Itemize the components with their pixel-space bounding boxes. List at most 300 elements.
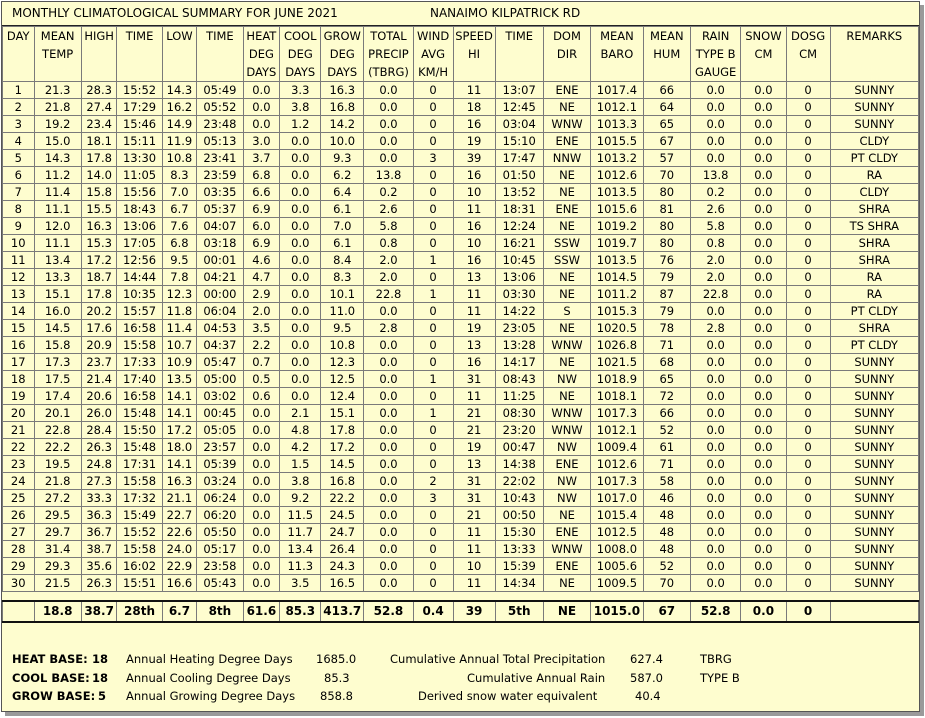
table-cell: 0.0 [364, 439, 413, 456]
table-cell: 03:18 [197, 235, 243, 252]
table-cell: 0 [413, 99, 453, 116]
table-cell: 7.6 [162, 218, 197, 235]
table-cell: 80 [643, 184, 690, 201]
table-cell: 2.8 [690, 320, 740, 337]
table-cell: 0.0 [280, 354, 321, 371]
table-cell: 0 [786, 99, 830, 116]
totals-cell [3, 601, 35, 622]
column-header [117, 27, 162, 82]
table-cell: 21 [453, 507, 495, 524]
table-cell: 11.1 [34, 201, 81, 218]
table-cell: 87 [643, 286, 690, 303]
totals-cell: 413.7 [321, 601, 364, 622]
table-cell: 8.3 [321, 269, 364, 286]
cool-base-value: 18 [92, 671, 109, 685]
table-cell: 0 [413, 320, 453, 337]
table-cell: 00:01 [197, 252, 243, 269]
table-cell: 9.5 [321, 320, 364, 337]
table-cell: 0.0 [741, 439, 786, 456]
table-cell: 0.5 [243, 371, 280, 388]
table-cell: 13:06 [495, 269, 543, 286]
column-header [643, 27, 690, 82]
table-cell: 0.0 [741, 558, 786, 575]
table-cell: 11.0 [321, 303, 364, 320]
table-cell: 04:37 [197, 337, 243, 354]
table-cell: 4.6 [243, 252, 280, 269]
totals-cell: 61.6 [243, 601, 280, 622]
spacer-cell [413, 592, 453, 602]
table-cell: 22:02 [495, 473, 543, 490]
table-cell: 14 [3, 303, 35, 320]
totals-cell: 0 [786, 601, 830, 622]
table-cell: 20.2 [81, 303, 117, 320]
table-row [3, 371, 919, 388]
table-cell: 0.0 [690, 388, 740, 405]
table-cell: 26.0 [81, 405, 117, 422]
table-cell: 1015.6 [591, 201, 644, 218]
table-cell: 06:20 [197, 507, 243, 524]
table-cell: 14.1 [162, 456, 197, 473]
table-cell: 0 [413, 218, 453, 235]
table-cell: 3.5 [280, 575, 321, 592]
totals-cell: 8th [197, 601, 243, 622]
column-header [690, 27, 740, 82]
table-cell: 18 [3, 371, 35, 388]
table-cell: 10.7 [162, 337, 197, 354]
table-cell: 03:30 [495, 286, 543, 303]
table-cell: RA [830, 167, 918, 184]
spacer-cell [321, 592, 364, 602]
spacer-cell [162, 592, 197, 602]
table-cell: 0.0 [243, 456, 280, 473]
table-cell: 14.5 [321, 456, 364, 473]
table-cell: 15:52 [117, 524, 162, 541]
table-cell: 0 [786, 456, 830, 473]
table-cell: 03:35 [197, 184, 243, 201]
table-cell: 0.0 [741, 354, 786, 371]
table-cell: NE [543, 388, 590, 405]
table-cell: 66 [643, 405, 690, 422]
table-cell: 4.8 [280, 422, 321, 439]
table-cell: 0 [786, 541, 830, 558]
table-cell: 11.9 [162, 133, 197, 150]
table-cell: 13:30 [117, 150, 162, 167]
table-cell: 33.3 [81, 490, 117, 507]
table-cell: 1013.3 [591, 116, 644, 133]
table-cell: 1.2 [280, 116, 321, 133]
table-cell: 52 [643, 558, 690, 575]
table-cell: 0.0 [690, 490, 740, 507]
table-row [3, 82, 919, 99]
table-cell: 0.0 [690, 422, 740, 439]
table-cell: 6.8 [243, 167, 280, 184]
table-cell: 0 [786, 167, 830, 184]
table-cell: 1008.0 [591, 541, 644, 558]
table-row [3, 524, 919, 541]
table-cell: 0 [413, 269, 453, 286]
table-cell: 0.0 [741, 201, 786, 218]
table-cell: ENE [543, 456, 590, 473]
table-cell: 2.6 [690, 201, 740, 218]
table-cell: 0.0 [741, 320, 786, 337]
annual-cooling-value: 85.3 [324, 671, 350, 685]
table-cell: 17:47 [495, 150, 543, 167]
table-row [3, 541, 919, 558]
table-cell: 1009.4 [591, 439, 644, 456]
table-cell: 27.3 [81, 473, 117, 490]
table-row [3, 269, 919, 286]
table-cell: 21.5 [34, 575, 81, 592]
table-cell: 05:49 [197, 82, 243, 99]
table-row [3, 388, 919, 405]
table-cell: 16.3 [321, 82, 364, 99]
table-cell: 0.0 [280, 303, 321, 320]
table-cell: 0.0 [243, 116, 280, 133]
table-cell: 0.0 [741, 303, 786, 320]
table-cell: 7.0 [321, 218, 364, 235]
table-cell: 16.3 [81, 218, 117, 235]
totals-cell: 52.8 [364, 601, 413, 622]
table-cell: 0.0 [280, 201, 321, 218]
table-cell: 17.4 [34, 388, 81, 405]
totals-cell: 6.7 [162, 601, 197, 622]
table-cell: 0 [786, 201, 830, 218]
table-cell: 16 [453, 354, 495, 371]
table-cell: CLDY [830, 184, 918, 201]
table-cell: WNW [543, 422, 590, 439]
table-cell: 04:21 [197, 269, 243, 286]
table-cell: 0 [786, 133, 830, 150]
table-cell: 22.2 [34, 439, 81, 456]
table-cell: 31 [453, 473, 495, 490]
table-cell: 23:05 [495, 320, 543, 337]
table-cell: 15.3 [81, 235, 117, 252]
table-cell: SHRA [830, 252, 918, 269]
table-row [3, 558, 919, 575]
table-cell: 21.8 [34, 99, 81, 116]
table-cell: 9.3 [321, 150, 364, 167]
table-cell: 1011.2 [591, 286, 644, 303]
table-cell: 0.0 [741, 473, 786, 490]
table-cell: 3 [413, 490, 453, 507]
table-cell: 22.8 [690, 286, 740, 303]
spacer-cell [786, 592, 830, 602]
table-cell: 9.5 [162, 252, 197, 269]
table-cell: 17:05 [117, 235, 162, 252]
cum-rain-label: Cumulative Annual Rain [467, 671, 606, 685]
spacer-cell [81, 592, 117, 602]
table-cell: 13.8 [690, 167, 740, 184]
table-cell: 1019.7 [591, 235, 644, 252]
table-cell: 0 [786, 320, 830, 337]
table-cell: 2.6 [364, 201, 413, 218]
table-cell: 25 [3, 490, 35, 507]
table-cell: 15:58 [117, 337, 162, 354]
table-cell: 3 [3, 116, 35, 133]
table-cell: 05:13 [197, 133, 243, 150]
table-cell: 17:29 [117, 99, 162, 116]
table-cell: 11.1 [34, 235, 81, 252]
table-cell: 79 [643, 269, 690, 286]
table-cell: NE [543, 507, 590, 524]
table-cell: 28.4 [81, 422, 117, 439]
table-cell: 2.0 [690, 269, 740, 286]
table-cell: 0.0 [741, 99, 786, 116]
table-cell: 0 [413, 303, 453, 320]
table-cell: 17:33 [117, 354, 162, 371]
table-cell: 1020.5 [591, 320, 644, 337]
table-cell: 21 [453, 405, 495, 422]
table-cell: 5.8 [364, 218, 413, 235]
table-cell: 0 [413, 575, 453, 592]
table-cell: 13 [453, 337, 495, 354]
table-row [3, 167, 919, 184]
table-cell: 17.3 [34, 354, 81, 371]
table-cell: 24.3 [321, 558, 364, 575]
table-cell: 3.5 [243, 320, 280, 337]
table-cell: 29.7 [34, 524, 81, 541]
table-cell: 16 [3, 337, 35, 354]
table-cell: 24.8 [81, 456, 117, 473]
table-cell: 0.0 [280, 388, 321, 405]
table-cell: 0 [413, 337, 453, 354]
table-cell: 0.0 [364, 337, 413, 354]
annual-heating-label: Annual Heating Degree Days [126, 652, 293, 666]
table-cell: 13.8 [364, 167, 413, 184]
table-cell: 1005.6 [591, 558, 644, 575]
table-row [3, 303, 919, 320]
table-cell: 12.0 [34, 218, 81, 235]
column-header-text: MEAN HUM [649, 29, 684, 61]
table-cell: 27.4 [81, 99, 117, 116]
table-cell: 20.1 [34, 405, 81, 422]
table-cell: 12:45 [495, 99, 543, 116]
table-cell: 05:47 [197, 354, 243, 371]
table-cell: 16 [453, 218, 495, 235]
table-cell: 05:00 [197, 371, 243, 388]
table-cell: 0 [786, 82, 830, 99]
table-cell: 06:04 [197, 303, 243, 320]
table-cell: 0.0 [741, 388, 786, 405]
table-cell: 1.5 [280, 456, 321, 473]
table-cell: SSW [543, 252, 590, 269]
table-cell: 0.0 [280, 167, 321, 184]
table-cell: 0.0 [364, 422, 413, 439]
table-cell: 3 [413, 150, 453, 167]
table-cell: 1021.5 [591, 354, 644, 371]
table-cell: 0 [786, 422, 830, 439]
table-cell: 1017.3 [591, 405, 644, 422]
table-cell: 8 [3, 201, 35, 218]
table-cell: SUNNY [830, 507, 918, 524]
table-cell: SUNNY [830, 388, 918, 405]
table-cell: 6.7 [162, 201, 197, 218]
table-cell: 04:53 [197, 320, 243, 337]
table-cell: 29 [3, 558, 35, 575]
table-cell: 24.5 [321, 507, 364, 524]
table-cell: 6 [3, 167, 35, 184]
table-cell: 13.3 [34, 269, 81, 286]
table-cell: 1013.5 [591, 252, 644, 269]
table-cell: 11.3 [280, 558, 321, 575]
table-cell: 0.0 [364, 473, 413, 490]
totals-cell: 1015.0 [591, 601, 644, 622]
table-cell: 15:48 [117, 439, 162, 456]
table-cell: 0.0 [741, 252, 786, 269]
cum-rain-value: 587.0 [630, 671, 663, 685]
table-cell: 0.0 [741, 184, 786, 201]
spacer-cell [591, 592, 644, 602]
spacer-cell [830, 592, 918, 602]
table-cell: 31 [453, 490, 495, 507]
table-cell: NE [543, 320, 590, 337]
table-cell: 11 [453, 286, 495, 303]
table-cell: 12:56 [117, 252, 162, 269]
table-cell: 11.4 [34, 184, 81, 201]
table-cell: 13 [3, 286, 35, 303]
table-cell: 11.5 [280, 507, 321, 524]
table-cell: 0.0 [690, 405, 740, 422]
table-cell: 0.0 [741, 575, 786, 592]
table-cell: 0.0 [690, 150, 740, 167]
table-cell: 76 [643, 252, 690, 269]
table-cell: 1017.3 [591, 473, 644, 490]
table-cell: 11 [453, 575, 495, 592]
table-cell: 4.2 [280, 439, 321, 456]
table-cell: 21 [3, 422, 35, 439]
table-cell: 0 [413, 507, 453, 524]
table-cell: 15:39 [495, 558, 543, 575]
table-cell: 17.8 [321, 422, 364, 439]
table-cell: SUNNY [830, 558, 918, 575]
table-cell: 15:49 [117, 507, 162, 524]
table-cell: 0.0 [690, 337, 740, 354]
column-header-text: HIGH [84, 29, 114, 43]
column-header [741, 27, 786, 82]
table-cell: 23:59 [197, 167, 243, 184]
table-cell: 6.8 [162, 235, 197, 252]
table-cell: 19 [453, 133, 495, 150]
table-cell: 22.7 [162, 507, 197, 524]
column-header [34, 27, 81, 82]
table-cell: 16:58 [117, 320, 162, 337]
snow-water-value: 40.4 [635, 689, 661, 703]
table-cell: 17.2 [81, 252, 117, 269]
table-cell: WNW [543, 337, 590, 354]
spacer-cell [34, 592, 81, 602]
table-cell: ENE [543, 82, 590, 99]
table-cell: 0.0 [280, 371, 321, 388]
table-cell: 0 [786, 575, 830, 592]
column-header-text: DOSG CM [790, 29, 826, 61]
table-cell: 17.5 [34, 371, 81, 388]
table-cell: 11 [453, 82, 495, 99]
table-cell: 5.8 [690, 218, 740, 235]
table-row [3, 354, 919, 371]
table-cell: 6.9 [243, 201, 280, 218]
table-cell: 0.0 [364, 371, 413, 388]
table-cell: 05:50 [197, 524, 243, 541]
table-cell: 67 [643, 133, 690, 150]
table-cell: 3.0 [243, 133, 280, 150]
table-cell: 8.4 [321, 252, 364, 269]
table-cell: 29.5 [34, 507, 81, 524]
table-cell: 15:52 [117, 82, 162, 99]
table-cell: 0.0 [690, 303, 740, 320]
table-cell: 30 [3, 575, 35, 592]
table-cell: 29.3 [34, 558, 81, 575]
table-cell: 12.3 [321, 354, 364, 371]
table-cell: SHRA [830, 320, 918, 337]
column-header-text: TIME [505, 29, 534, 43]
table-cell: 16:58 [117, 388, 162, 405]
table-cell: 1012.1 [591, 422, 644, 439]
table-cell: 26.3 [81, 575, 117, 592]
table-cell: WNW [543, 116, 590, 133]
table-cell: 11 [3, 252, 35, 269]
table-cell: S [543, 303, 590, 320]
table-cell: 80 [643, 235, 690, 252]
table-cell: 1015.4 [591, 507, 644, 524]
table-cell: 64 [643, 99, 690, 116]
column-header [413, 27, 453, 82]
table-row [3, 473, 919, 490]
table-cell: 65 [643, 116, 690, 133]
table-cell: 1013.5 [591, 184, 644, 201]
table-cell: 9.2 [280, 490, 321, 507]
table-cell: 10 [453, 558, 495, 575]
table-cell: 14.9 [162, 116, 197, 133]
table-cell: 0 [786, 150, 830, 167]
table-cell: SUNNY [830, 405, 918, 422]
table-cell: 0.0 [243, 99, 280, 116]
table-cell: SUNNY [830, 116, 918, 133]
table-cell: 0.6 [243, 388, 280, 405]
table-cell: 16 [453, 252, 495, 269]
heat-base-value: 18 [92, 652, 109, 666]
table-cell: 10.8 [162, 150, 197, 167]
table-cell: 00:00 [197, 286, 243, 303]
column-header [830, 27, 918, 82]
table-cell: 0.0 [243, 473, 280, 490]
column-header [197, 27, 243, 82]
table-cell: 0.0 [741, 507, 786, 524]
table-cell: 23:48 [197, 116, 243, 133]
column-header-text: DAY [6, 29, 30, 43]
totals-cell: 38.7 [81, 601, 117, 622]
table-cell: 1009.5 [591, 575, 644, 592]
table-row [3, 320, 919, 337]
table-cell: 0 [786, 303, 830, 320]
table-cell: 16.2 [162, 99, 197, 116]
table-cell: 0.0 [690, 371, 740, 388]
table-cell: 15:48 [117, 405, 162, 422]
table-cell: 36.3 [81, 507, 117, 524]
table-cell: 0.0 [280, 252, 321, 269]
table-cell: 10 [3, 235, 35, 252]
table-cell: 0.0 [280, 337, 321, 354]
table-cell: 0 [786, 473, 830, 490]
column-header [243, 27, 280, 82]
table-cell: 0 [786, 388, 830, 405]
table-cell: 71 [643, 456, 690, 473]
table-cell: 23:41 [197, 150, 243, 167]
table-cell: 0.8 [690, 235, 740, 252]
table-cell: 19.5 [34, 456, 81, 473]
table-cell: 61 [643, 439, 690, 456]
table-cell: 0 [786, 558, 830, 575]
table-cell: 0.0 [280, 320, 321, 337]
